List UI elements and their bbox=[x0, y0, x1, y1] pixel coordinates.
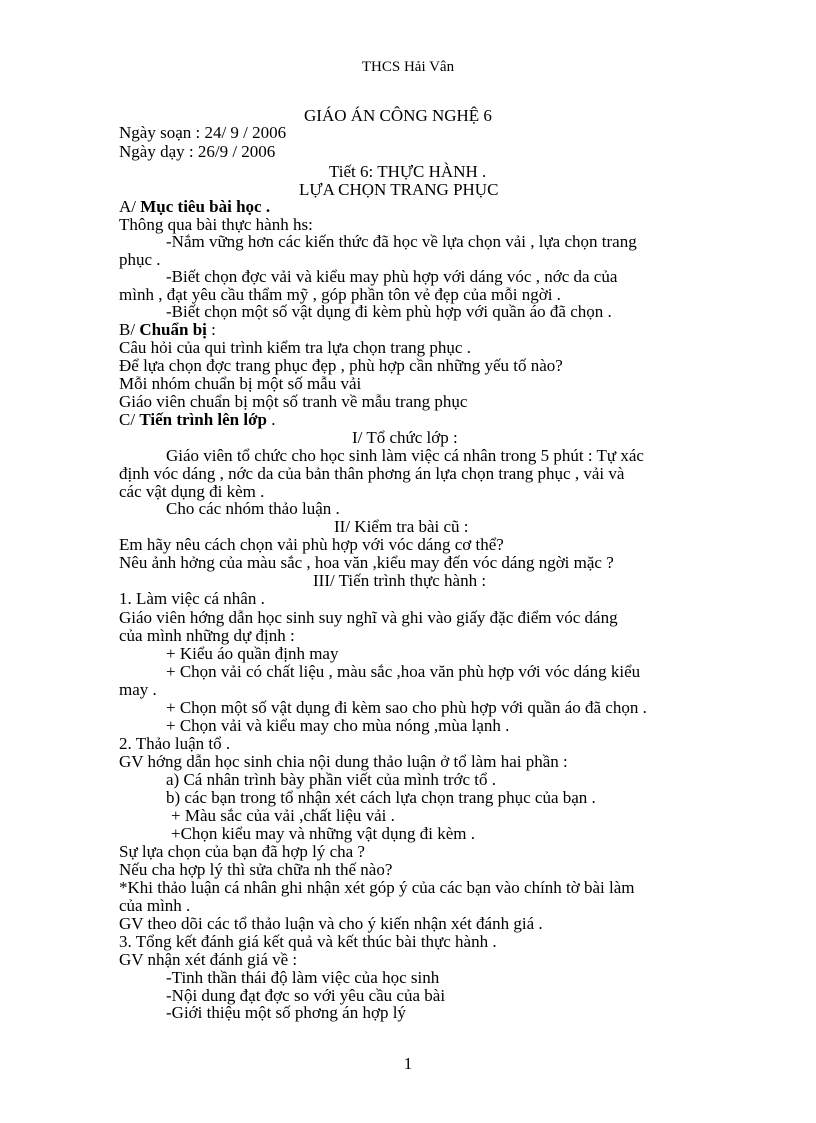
c2-heading: II/ Kiểm tra bài cũ : bbox=[334, 517, 469, 536]
s2-sub2: +Chọn kiểu may và những vật dụng đi kèm . bbox=[171, 824, 475, 843]
s2-item-b: b) các bạn trong tổ nhận xét cách lựa chọn trang phục của bạn . bbox=[166, 788, 596, 807]
header-school: THCS Hải Vân bbox=[361, 59, 455, 75]
section-b-title: Chuẩn bị bbox=[139, 320, 207, 339]
b3: Mỗi nhóm chuẩn bị một số mẫu vải bbox=[119, 374, 362, 393]
s3-heading: 3. Tổng kết đánh giá kết quả và kết thúc bài thực hành . bbox=[119, 932, 497, 951]
section-c-suffix: . bbox=[266, 410, 276, 429]
s2-heading: 2. Thảo luận tổ . bbox=[119, 734, 231, 753]
section-c-prefix: C/ bbox=[119, 410, 140, 429]
s2-note-line2: của mình . bbox=[119, 896, 191, 915]
section-c-title: Tiến trình lên lớp bbox=[139, 410, 267, 429]
s1-bullet4: + Chọn vải và kiểu may cho mùa nóng ,mùa lạnh . bbox=[166, 716, 510, 735]
section-b-prefix: B/ bbox=[119, 320, 140, 339]
a2-line2: mình , đạt yêu cầu thẩm mỹ , góp phần tôn vẻ đẹp của mỗi ngời . bbox=[119, 285, 561, 304]
a1-line1: -Nắm vững hơn các kiến thức đã học về lựa chọn vải , lựa chọn trang bbox=[166, 232, 637, 251]
s1-bullet3: + Chọn một số vật dụng đi kèm sao cho phù hợp với quần áo đã chọn . bbox=[166, 698, 647, 717]
s1-bullet2-line2: may . bbox=[119, 680, 157, 699]
s1-line2: của mình những dự định : bbox=[119, 626, 295, 645]
a1-line2: phục . bbox=[119, 250, 161, 269]
date-taught: Ngày dạy : 26/9 / 2006 bbox=[119, 142, 276, 161]
lesson-number: Tiết 6: THỰC HÀNH . bbox=[329, 162, 487, 181]
s1-heading: 1. Làm việc cá nhân . bbox=[119, 589, 265, 608]
a3: -Biết chọn một số vật dụng đi kèm phù hợp với quần áo đã chọn . bbox=[166, 302, 612, 321]
s2-note-line1: *Khi thảo luận cá nhân ghi nhận xét góp ý của các bạn vào chính tờ bài làm bbox=[119, 878, 635, 897]
s1-bullet1: + Kiểu áo quần định may bbox=[166, 644, 339, 663]
c1-heading: I/ Tổ chức lớp : bbox=[352, 428, 458, 447]
b2: Để lựa chọn đợc trang phục đẹp , phù hợp cần những yếu tố nào? bbox=[119, 356, 563, 375]
section-a-prefix: A/ bbox=[119, 197, 141, 216]
page-title: GIÁO ÁN CÔNG NGHỆ 6 bbox=[304, 106, 492, 125]
page-number: 1 bbox=[403, 1054, 413, 1073]
s2-question2: Nếu cha hợp lý thì sửa chữa nh thế nào? bbox=[119, 860, 393, 879]
c1-line4: Cho các nhóm thảo luận . bbox=[166, 499, 340, 518]
section-b-heading bbox=[119, 320, 216, 340]
s3-item2: -Nội dung đạt đợc so với yêu cầu của bài bbox=[166, 986, 446, 1005]
b1: Câu hỏi của qui trình kiểm tra lựa chọn trang phục . bbox=[119, 338, 471, 357]
s3-line1: GV nhận xét đánh giá về : bbox=[119, 950, 298, 969]
c3-heading: III/ Tiến trình thực hành : bbox=[313, 571, 487, 590]
s3-item3: -Giới thiệu một số phơng án hợp lý bbox=[166, 1003, 406, 1022]
s2-sub1: + Màu sắc của vải ,chất liệu vải . bbox=[171, 806, 395, 825]
s3-item1: -Tinh thần thái độ làm việc của học sinh bbox=[166, 968, 440, 987]
section-a-heading bbox=[119, 197, 270, 217]
c2-line2: Nêu ảnh hởng của màu sắc , hoa văn ,kiểu may đến vóc dáng ngời mặc ? bbox=[119, 553, 614, 572]
c1-line1: Giáo viên tổ chức cho học sinh làm việc cá nhân trong 5 phút : Tự xác bbox=[166, 446, 644, 465]
c1-line2: định vóc dáng , nớc da của bản thân phơng án lựa chọn trang phục , vải và bbox=[119, 464, 625, 483]
s1-bullet2-line1: + Chọn vải có chất liệu , màu sắc ,hoa văn phù hợp với vóc dáng kiểu bbox=[166, 662, 641, 681]
section-b-suffix: : bbox=[206, 320, 216, 339]
a2-line1: -Biết chọn đợc vải và kiểu may phù hợp với dáng vóc , nớc da của bbox=[166, 267, 618, 286]
s2-question1: Sự lựa chọn của bạn đã hợp lý cha ? bbox=[119, 842, 365, 861]
section-a-title: Mục tiêu bài học . bbox=[140, 197, 271, 216]
a-intro: Thông qua bài thực hành hs: bbox=[119, 215, 313, 234]
s1-line1: Giáo viên hớng dẫn học sinh suy nghĩ và ghi vào giấy đặc điểm vóc dáng bbox=[119, 608, 618, 627]
s2-gv: GV theo dõi các tổ thảo luận và cho ý kiến nhận xét đánh giá . bbox=[119, 914, 543, 933]
section-c-heading bbox=[119, 410, 275, 430]
lesson-title: LỰA CHỌN TRANG PHỤC bbox=[299, 180, 499, 199]
date-prepared: Ngày soạn : 24/ 9 / 2006 bbox=[119, 123, 287, 142]
s2-item-a: a) Cá nhân trình bày phần viết của mình trớc tổ . bbox=[166, 770, 497, 789]
c1-line3: các vật dụng đi kèm . bbox=[119, 482, 265, 501]
s2-line1: GV hớng dẫn học sinh chia nội dung thảo luận ở tổ làm hai phần : bbox=[119, 752, 568, 771]
c2-line1: Em hãy nêu cách chọn vải phù hợp với vóc dáng cơ thể? bbox=[119, 535, 504, 554]
b4: Giáo viên chuẩn bị một số tranh về mẫu trang phục bbox=[119, 392, 468, 411]
